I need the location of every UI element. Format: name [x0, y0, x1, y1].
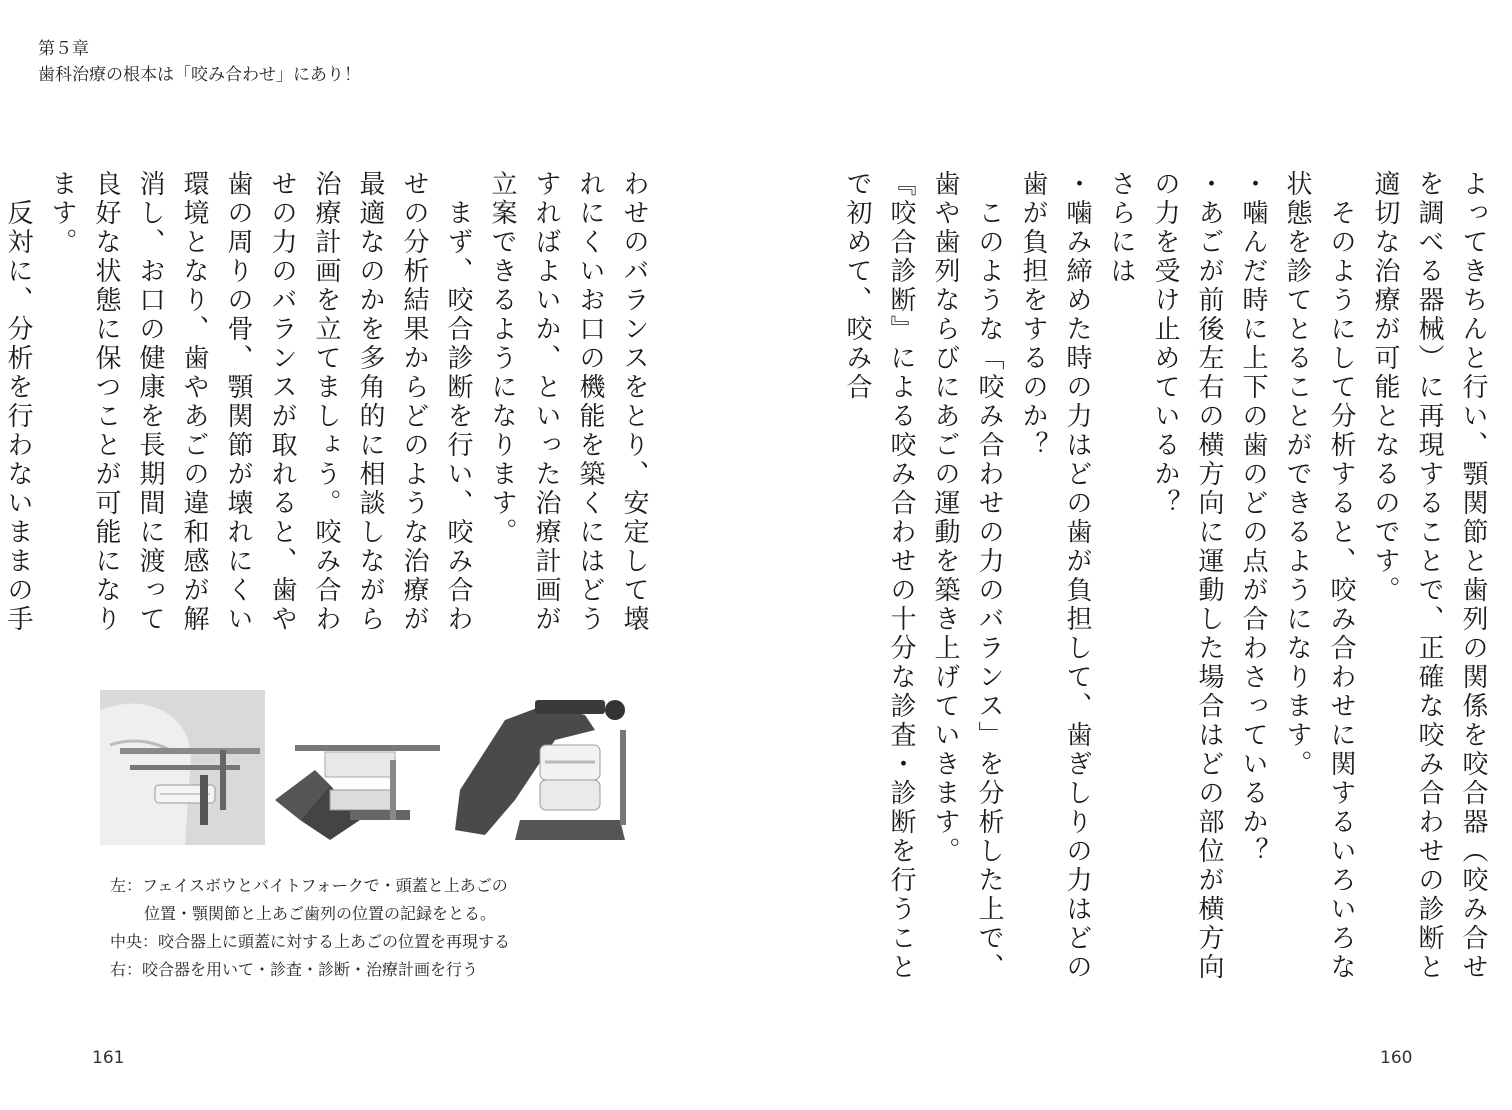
- paragraph: よってきちんと行い、顎関節と歯列の関係を咬合器（咬み合せを調べる器械）に再現することで、正確な咬み合わせの診断と適切な治療が可能となるのです。: [1370, 170, 1488, 982]
- right-page-body: [842, 170, 1495, 990]
- caption-line: 中央：咬合器上に頭蓋に対する上あごの位置を再現する: [110, 932, 511, 951]
- articulator-photo: [445, 690, 640, 845]
- bullet-item: ・噛み締めた時の力はどの歯が負担して、歯ぎしりの力はどの歯が負担をするのか？: [1018, 170, 1092, 982]
- facebow-photo: [100, 690, 265, 845]
- page-number-right: 160: [1380, 1048, 1413, 1068]
- figure-caption: [110, 872, 510, 984]
- caption-line: 右：咬合器を用いて・診査・診断・治療計画を行う: [110, 960, 479, 979]
- paragraph: わせのバランスをとり、安定して壊れにくいお口の機能を築くにはどうすればよいか、といった治療計画が立案できるようになります。: [487, 170, 649, 634]
- bullet-item: ・あごが前後左右の横方向に運動した場合はどの部位が横方向の力を受け止めているか？: [1150, 170, 1224, 982]
- running-header: [38, 36, 361, 88]
- paragraph: このような「咬み合わせの力のバランス」を分析した上で、歯や歯列ならびにあごの運動を築き上げていきます。: [930, 170, 1004, 982]
- paragraph: さらには: [1106, 170, 1136, 286]
- bullet-item: ・噛んだ時に上下の歯のどの点が合わさっているか？: [1238, 170, 1268, 866]
- chapter-title: 歯科治療の根本は「咬み合わせ」にあり！: [38, 65, 361, 85]
- caption-line: 左：フェイスボウとバイトフォークで・頭蓋と上あごの: [110, 876, 508, 895]
- left-page-body: [3, 170, 656, 650]
- articulator-mount-photo: [270, 690, 440, 845]
- page-number-left: 161: [92, 1048, 125, 1068]
- paragraph: 『咬合診断』による咬み合わせの十分な診査・診断を行うことで初めて、咬み合: [842, 170, 916, 982]
- paragraph: 反対に、分析を行わないままの手: [3, 199, 33, 634]
- chapter-label: 第５章: [38, 39, 89, 59]
- paragraph: そのようにして分析すると、咬み合わせに関するいろいろな状態を診てとることができるようになります。: [1282, 170, 1356, 982]
- photo-strip: [100, 690, 640, 850]
- caption-line: 位置・顎関節と上あご歯列の位置の記録をとる。: [144, 904, 497, 923]
- paragraph: まず、咬合診断を行い、咬み合わせの分析結果からどのような治療が最適なのかを多角的に相談しながら治療計画を立てましょう。咬み合わせの力のバランスが取れると、歯や歯の周りの骨、顎関節が壊れにくい環境となり、歯やあごの違和感が解消し、お口の健康を長期間に渡って良好な状態に保つことが可能になります。: [47, 170, 473, 634]
